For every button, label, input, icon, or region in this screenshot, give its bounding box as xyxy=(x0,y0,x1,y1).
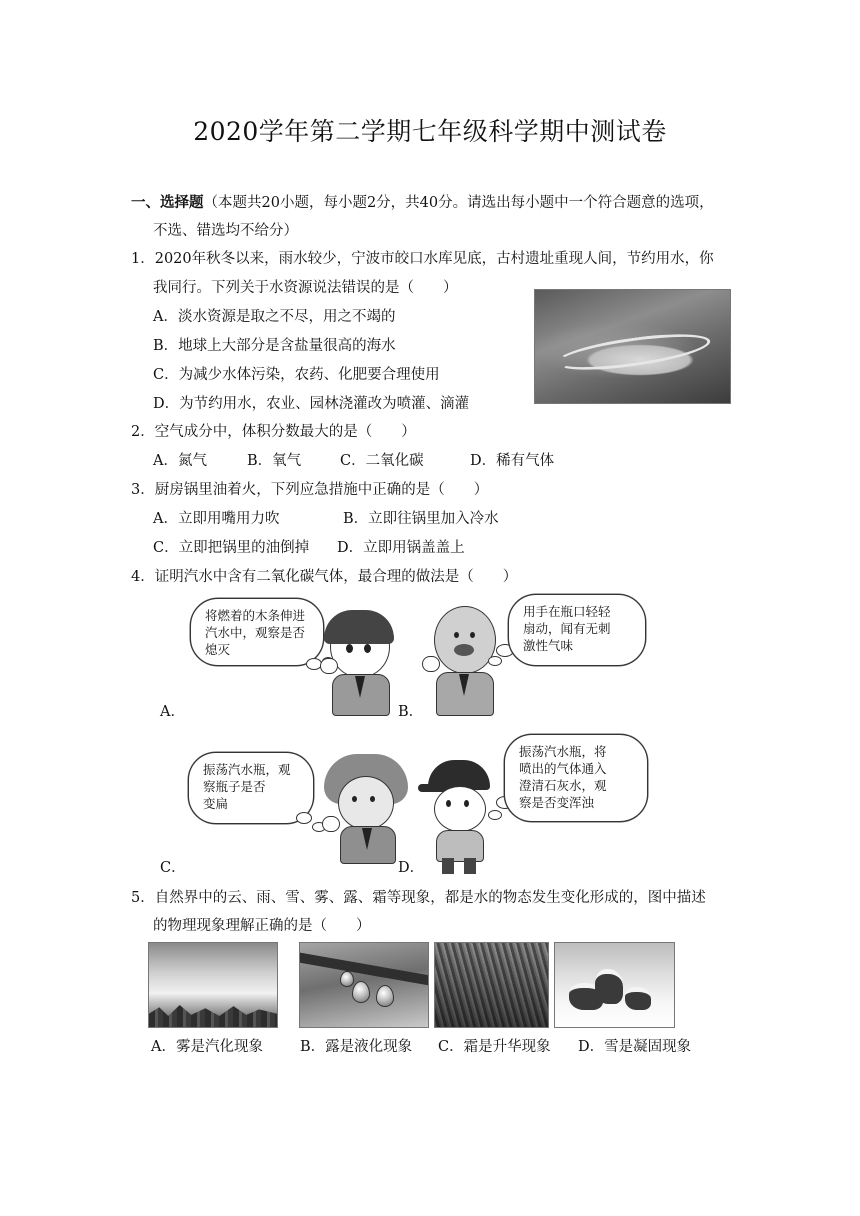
question-4-stem: 4．证明汽水中含有二氧化碳气体，最合理的做法是（ ） xyxy=(131,569,518,585)
page-title: 2020学年第二学期七年级科学期中测试卷 xyxy=(193,117,667,146)
question-1-stem-cont: 我同行。下列关于水资源说法错误的是（ ） xyxy=(153,280,458,296)
fog-photo xyxy=(148,942,278,1028)
bubble-d: 振荡汽水瓶，将 喷出的气体通入 澄清石灰水，观 察是否变浑浊 xyxy=(504,734,648,822)
q5-option-d[interactable]: D．雪是凝固现象 xyxy=(578,1039,692,1055)
question-2-stem: 2．空气成分中，体积分数最大的是（ ） xyxy=(131,424,416,440)
q5-option-a[interactable]: A．雾是汽化现象 xyxy=(151,1039,263,1055)
q4-option-a[interactable]: A． xyxy=(160,704,185,720)
q4-option-b[interactable]: B． xyxy=(398,704,424,720)
boy-d-cartoon xyxy=(424,760,496,876)
snow-photo xyxy=(554,942,675,1028)
bubble-c: 振荡汽水瓶，观 察瓶子是否 变扁 xyxy=(188,752,314,824)
q5-option-b[interactable]: B．露是液化现象 xyxy=(300,1039,413,1055)
q4-option-c[interactable]: C． xyxy=(160,860,186,876)
section-header xyxy=(131,193,714,213)
q3-option-c[interactable]: C．立即把锅里的油倒掉 xyxy=(153,540,310,556)
section-heading: 一、选择题 xyxy=(131,194,204,211)
q1-option-b[interactable]: B．地球上大部分是含盐量很高的海水 xyxy=(153,338,396,354)
q3-option-b[interactable]: B．立即往锅里加入冷水 xyxy=(343,511,499,527)
q5-option-c[interactable]: C．霜是升华现象 xyxy=(438,1039,551,1055)
q3-option-a[interactable]: A．立即用嘴用力吹 xyxy=(153,511,280,527)
q2-option-c[interactable]: C．二氧化碳 xyxy=(340,453,424,469)
q1-option-d[interactable]: D．为节约用水，农业、园林浇灌改为喷灌、滴灌 xyxy=(153,396,470,412)
bubble-b: 用手在瓶口轻轻 扇动，闻有无刺 激性气味 xyxy=(508,594,646,666)
q1-option-a[interactable]: A．淡水资源是取之不尽，用之不竭的 xyxy=(153,309,396,325)
question-5-stem: 5．自然界中的云、雨、雪、雾、露、霜等现象，都是水的物态发生变化形成的，图中描述 xyxy=(131,890,706,906)
section-description-cont: 不选、错选均不给分） xyxy=(153,223,298,239)
boy-a-cartoon xyxy=(320,610,400,716)
question-3-stem: 3．厨房锅里油着火，下列应急措施中正确的是（ ） xyxy=(131,482,489,498)
dew-photo xyxy=(299,942,429,1028)
frost-photo xyxy=(434,942,549,1028)
q1-option-c[interactable]: C．为减少水体污染，农药、化肥要合理使用 xyxy=(153,367,440,383)
question-1-stem: 1．2020年秋冬以来，雨水较少，宁波市皎口水库见底，古村遗址重现人间，节约用水，你 xyxy=(131,251,714,267)
q2-option-d[interactable]: D．稀有气体 xyxy=(470,453,555,469)
q4-option-d[interactable]: D． xyxy=(398,860,425,876)
girl-c-cartoon xyxy=(318,754,414,864)
bubble-a: 将燃着的木条伸进 汽水中，观察是否 熄灭 xyxy=(190,598,324,666)
q2-option-b[interactable]: B．氧气 xyxy=(247,453,302,469)
reservoir-photo xyxy=(534,289,731,404)
q3-option-d[interactable]: D．立即用锅盖盖上 xyxy=(337,540,465,556)
q2-option-a[interactable]: A．氮气 xyxy=(153,453,207,469)
question-5-stem-cont: 的物理现象理解正确的是（ ） xyxy=(153,918,371,934)
section-description: （本题共20小题，每小题2分，共40分。请选出每小题中一个符合题意的选项， xyxy=(203,195,714,211)
